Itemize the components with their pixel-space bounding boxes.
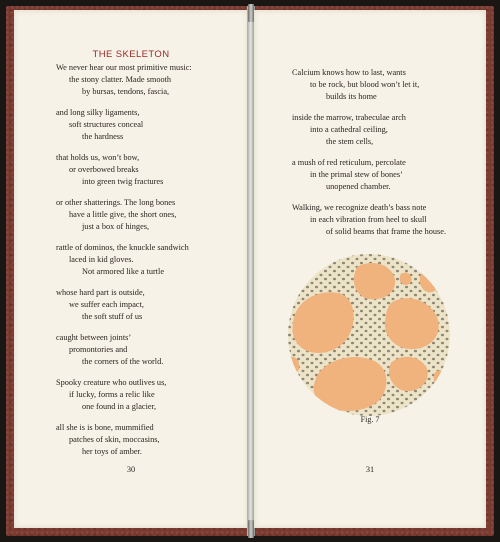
poem-line: whose hard part is outside, [56,288,145,297]
poem-line: promontories and [69,345,128,354]
poem-line: inside the marrow, trabeculae arch [292,113,406,122]
page-number-right: 31 [365,465,375,474]
poem-line: to be rock, but blood won’t let it, [310,80,420,89]
poem-line: if lucky, forms a relic like [69,390,155,399]
poem-line: caught between joints’ [56,333,132,342]
poem-line: into a cathedral ceiling, [310,125,388,134]
poem-line: her toys of amber. [82,447,142,456]
poem-line: just a box of hinges, [82,222,150,231]
poem-line: Walking, we recognize death’s bass note [292,203,427,212]
poem-line: builds its home [326,92,377,101]
poem-line: or other shatterings. The long bones [56,198,176,207]
poem-line: rattle of dominos, the knuckle sandwich [56,243,189,252]
poem-line: in each vibration from heel to skull [310,215,427,224]
poem-line: of solid beams that frame the house. [326,227,447,236]
poem-line: one found in a glacier, [82,402,157,411]
bone-cells-illustration [287,253,451,417]
poem-line: soft structures conceal [69,120,144,129]
poem-line: by bursas, tendons, fascia, [82,87,170,96]
poem-line: a mush of red reticulum, percolate [292,158,406,167]
poem-line: in the primal stew of bones’ [310,170,403,179]
poem-line: Spooky creature who outlives us, [56,378,167,387]
left-page [14,10,248,528]
right-page [254,10,486,528]
poem-line: Calcium knows how to last, wants [292,68,406,77]
poem-line: unopened chamber. [326,182,391,191]
poem-line: We never hear our most primitive music: [56,63,192,72]
poem-line: into green twig fractures [82,177,164,186]
poem-line: patches of skin, moccasins, [69,435,160,444]
poem-line: all she is is bone, mummified [56,423,154,432]
poem-line: laced in kid gloves. [69,255,134,264]
poem-line: the soft stuff of us [82,312,143,321]
poem-line: we suffer each impact, [69,300,144,309]
poem-title: THE SKELETON [92,49,170,60]
poem-line: that holds us, won’t bow, [56,153,140,162]
poem-line: Not armored like a turtle [82,267,165,276]
poem-line: and long silky ligaments, [56,108,140,117]
figure-caption: Fig. 7 [360,415,380,424]
poem-line: the hardness [82,132,124,141]
poem-line: or overbowed breaks [69,165,139,174]
poem-line: have a little give, the short ones, [69,210,177,219]
poem-line: the stony clatter. Made smooth [69,75,172,84]
poem-line: the corners of the world. [82,357,164,366]
poem-line: the stem cells, [326,137,374,146]
page-number-left: 30 [126,465,136,474]
